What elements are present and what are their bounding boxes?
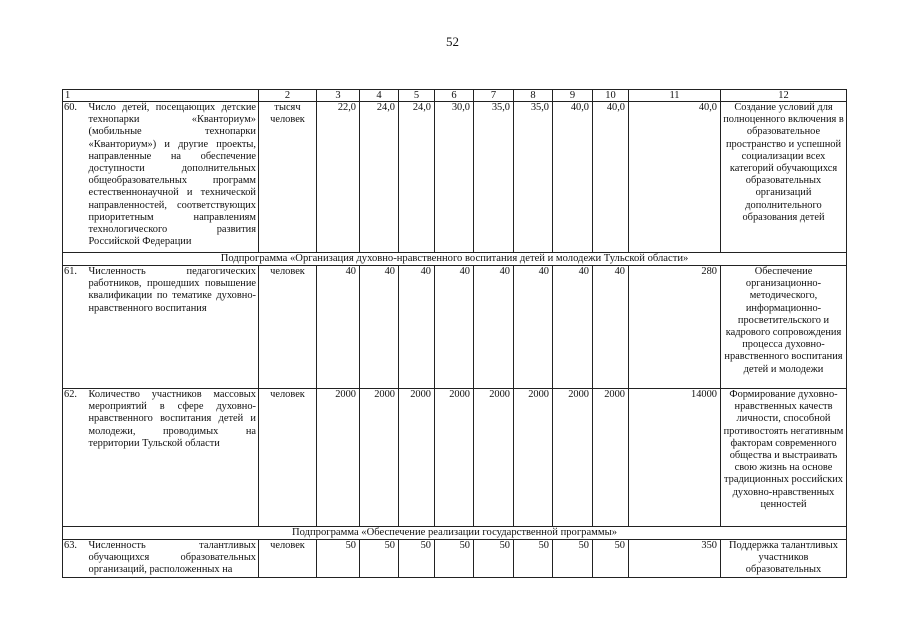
value-cell: 35,0 (514, 102, 553, 253)
value-cell: 40 (593, 266, 629, 389)
subprogram-row (63, 527, 847, 540)
value-cell: 2000 (435, 389, 474, 527)
value-cell: 50 (553, 540, 593, 578)
column-number-header-row (63, 90, 847, 102)
column-header-7: 7 (474, 90, 514, 102)
column-header-9: 9 (553, 90, 593, 102)
row-number: 61. (63, 266, 87, 389)
value-cell: 40 (435, 266, 474, 389)
total-value-cell: 350 (629, 540, 721, 578)
value-cell: 50 (360, 540, 399, 578)
indicator-description: Количество участников массовых мероприятий в сфере духовно-нравственного воспитания детей и молодежи, проводимых на территории Тульской области (87, 389, 259, 527)
value-cell: 2000 (399, 389, 435, 527)
column-header-2: 2 (259, 90, 317, 102)
value-cell: 50 (593, 540, 629, 578)
column-header-11: 11 (629, 90, 721, 102)
unit-cell: человек (259, 540, 317, 578)
indicator-description: Численность талантливых обучающихся образовательных организаций, расположенных на (87, 540, 259, 578)
value-cell: 40,0 (553, 102, 593, 253)
value-cell: 50 (435, 540, 474, 578)
total-value-cell: 14000 (629, 389, 721, 527)
value-cell: 40 (553, 266, 593, 389)
column-header-12: 12 (721, 90, 847, 102)
unit-cell: тысяч человек (259, 102, 317, 253)
value-cell: 40 (399, 266, 435, 389)
row-number: 62. (63, 389, 87, 527)
column-header-10: 10 (593, 90, 629, 102)
total-value-cell: 40,0 (629, 102, 721, 253)
value-cell: 50 (514, 540, 553, 578)
value-cell: 40 (360, 266, 399, 389)
column-header-8: 8 (514, 90, 553, 102)
value-cell: 2000 (360, 389, 399, 527)
value-cell: 40 (317, 266, 360, 389)
column-header-5: 5 (399, 90, 435, 102)
unit-cell: человек (259, 389, 317, 527)
column-header-6: 6 (435, 90, 474, 102)
unit-cell: человек (259, 266, 317, 389)
subprogram-title: Подпрограмма «Обеспечение реализации государственной программы» (63, 527, 847, 540)
value-cell: 24,0 (399, 102, 435, 253)
value-cell: 40,0 (593, 102, 629, 253)
value-cell: 30,0 (435, 102, 474, 253)
value-cell: 2000 (553, 389, 593, 527)
value-cell: 2000 (317, 389, 360, 527)
table-row (63, 266, 847, 389)
expected-result-cell: Поддержка талантливых участников образовательных (721, 540, 847, 578)
value-cell: 2000 (514, 389, 553, 527)
value-cell: 2000 (474, 389, 514, 527)
value-cell: 24,0 (360, 102, 399, 253)
indicator-description: Число детей, посещающих детские технопарки «Кванториум» (мобильные технопарки «Кванториум») и другие проекты, направленные на обеспечение доступности дополнительных общеобразовательных программ естественнонаучной и технической направленностей, соответствующих приоритетным направлениям технологического развития Российской Федерации (87, 102, 259, 253)
value-cell: 40 (474, 266, 514, 389)
value-cell: 22,0 (317, 102, 360, 253)
total-value-cell: 280 (629, 266, 721, 389)
row-number: 60. (63, 102, 87, 253)
value-cell: 50 (317, 540, 360, 578)
expected-result-cell: Формирование духовно-нравственных качеств личности, способной противостоять негативным факторам современного общества и выстраивать свою жизнь на основе традиционных российских духовно-нравственных ценностей (721, 389, 847, 527)
expected-result-cell: Создание условий для полноценного включения в образовательное пространство и успешной социализации всех категорий обучающихся образовательных организаций дополнительного образования детей (721, 102, 847, 253)
subprogram-row (63, 253, 847, 266)
value-cell: 50 (474, 540, 514, 578)
table-row (63, 102, 847, 253)
row-number: 63. (63, 540, 87, 578)
page-number: 52 (446, 34, 459, 49)
value-cell: 35,0 (474, 102, 514, 253)
column-header-4: 4 (360, 90, 399, 102)
subprogram-title: Подпрограмма «Организация духовно-нравственного воспитания детей и молодежи Тульской области» (63, 253, 847, 266)
expected-result-cell: Обеспечение организационно-методического, информационно-просветительского и кадрового сопровождения процесса духовно-нравственного воспитания детей и молодежи (721, 266, 847, 389)
indicators-table (62, 89, 847, 578)
column-header-3: 3 (317, 90, 360, 102)
indicator-description: Численность педагогических работников, прошедших повышение квалификации по тематике духовно-нравственного воспитания (87, 266, 259, 389)
table-row (63, 540, 847, 578)
column-header-1: 1 (63, 90, 259, 102)
table-row (63, 389, 847, 527)
value-cell: 50 (399, 540, 435, 578)
value-cell: 2000 (593, 389, 629, 527)
value-cell: 40 (514, 266, 553, 389)
